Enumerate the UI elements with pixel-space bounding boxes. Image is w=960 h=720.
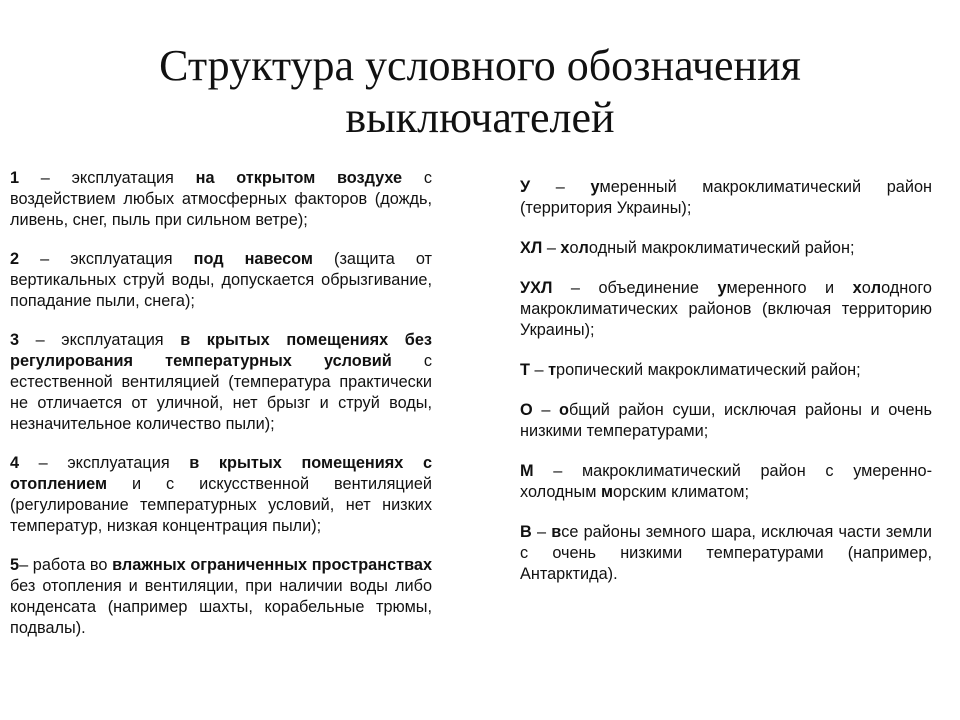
category-code: 1 [10,169,20,187]
climate-text: ропический макроклиматический район; [556,361,861,379]
climate-text: одный макроклиматический район; [588,239,855,257]
climate-emphasis: в [551,523,562,541]
climate-code: Т [520,361,530,379]
climate-text: – [532,401,560,419]
climate-text: – [531,523,552,541]
climate-item [520,278,932,341]
category-text: (защита от вертикальных струй воды, допускается обрызгивание, попадание пыли, снега); [10,250,433,310]
climate-emphasis: о [559,401,569,419]
climate-text: – [542,239,561,257]
climate-emphasis: л [870,279,882,297]
category-item [10,453,432,537]
category-code: 3 [10,331,20,349]
category-code: 5 [10,556,20,574]
climate-text: бщий район суши, исключая районы и очень низкими температурами; [520,401,932,440]
slide-title [0,40,960,144]
category-item [10,168,432,231]
placement-category-list [10,168,432,657]
category-text: – эксплуатация [19,331,181,349]
category-code: 4 [10,454,20,472]
category-text: – работа во [19,556,113,574]
climate-item [520,461,932,503]
climate-emphasis: х [560,239,570,257]
climate-code: М [520,462,534,480]
climate-emphasis: л [578,239,589,257]
category-text: и с искусственной вентиляцией (регулирование температурных условий, нет низких температур, низкая концентрация пыли); [10,475,432,535]
climate-version-list [520,177,932,604]
category-emphasis: влажных ограниченных пространствах [112,556,433,574]
category-text: – эксплуатация [19,250,194,268]
climate-text: орским климатом; [613,483,750,501]
category-item [10,555,432,639]
climate-text: о [569,239,579,257]
climate-emphasis: у [717,279,727,297]
slide-title-line-2: выключателей [345,93,615,142]
climate-text: одного макроклиматических районов (включая территорию Украины); [520,279,932,339]
climate-code: О [520,401,533,419]
climate-item [520,238,932,259]
climate-text: – макроклиматический район с умеренно-холодным [520,462,932,501]
climate-code: В [520,523,532,541]
climate-text: меренный макроклиматический район (территория Украины); [520,178,932,217]
category-emphasis: в крытых помещениях с отоплением [10,454,432,493]
climate-item [520,400,932,442]
climate-item [520,360,932,381]
climate-emphasis: х [852,279,862,297]
slide-title-line-1: Структура условного обозначения [159,41,801,90]
climate-text: о [861,279,871,297]
climate-code: У [520,178,531,196]
climate-code: ХЛ [520,239,543,257]
category-text: – эксплуатация [19,454,190,472]
climate-text: меренного и [726,279,853,297]
category-emphasis: в крытых помещениях без регулирования температурных условий [10,331,432,370]
category-text: без отопления и вентиляции, при наличии воды либо конденсата (например шахты, корабельные трюмы, подвалы). [10,577,432,637]
climate-emphasis: м [600,483,613,501]
category-text: с естественной вентиляцией (температура практически не отличается от уличной, нет брызг и струй воды, незначительное количество пыли); [10,352,432,433]
climate-code: УХЛ [520,279,553,297]
category-code: 2 [10,250,20,268]
climate-item [520,177,932,219]
category-emphasis: на открытом воздухе [195,169,403,187]
climate-text: – [530,178,591,196]
climate-text: се районы земного шара, исключая части земли с очень низкими температурами (например, Антарктида). [520,523,932,583]
category-item [10,249,432,312]
category-text: с воздействием любых атмосферных факторов (дождь, ливень, снег, пыль при сильном ветре); [10,169,432,229]
climate-item [520,522,932,585]
climate-text: – объединение [552,279,718,297]
climate-emphasis: т [548,361,557,379]
category-text: – эксплуатация [19,169,196,187]
climate-text: – [529,361,549,379]
category-item [10,330,432,435]
category-emphasis: под навесом [193,250,313,268]
climate-emphasis: у [590,178,600,196]
